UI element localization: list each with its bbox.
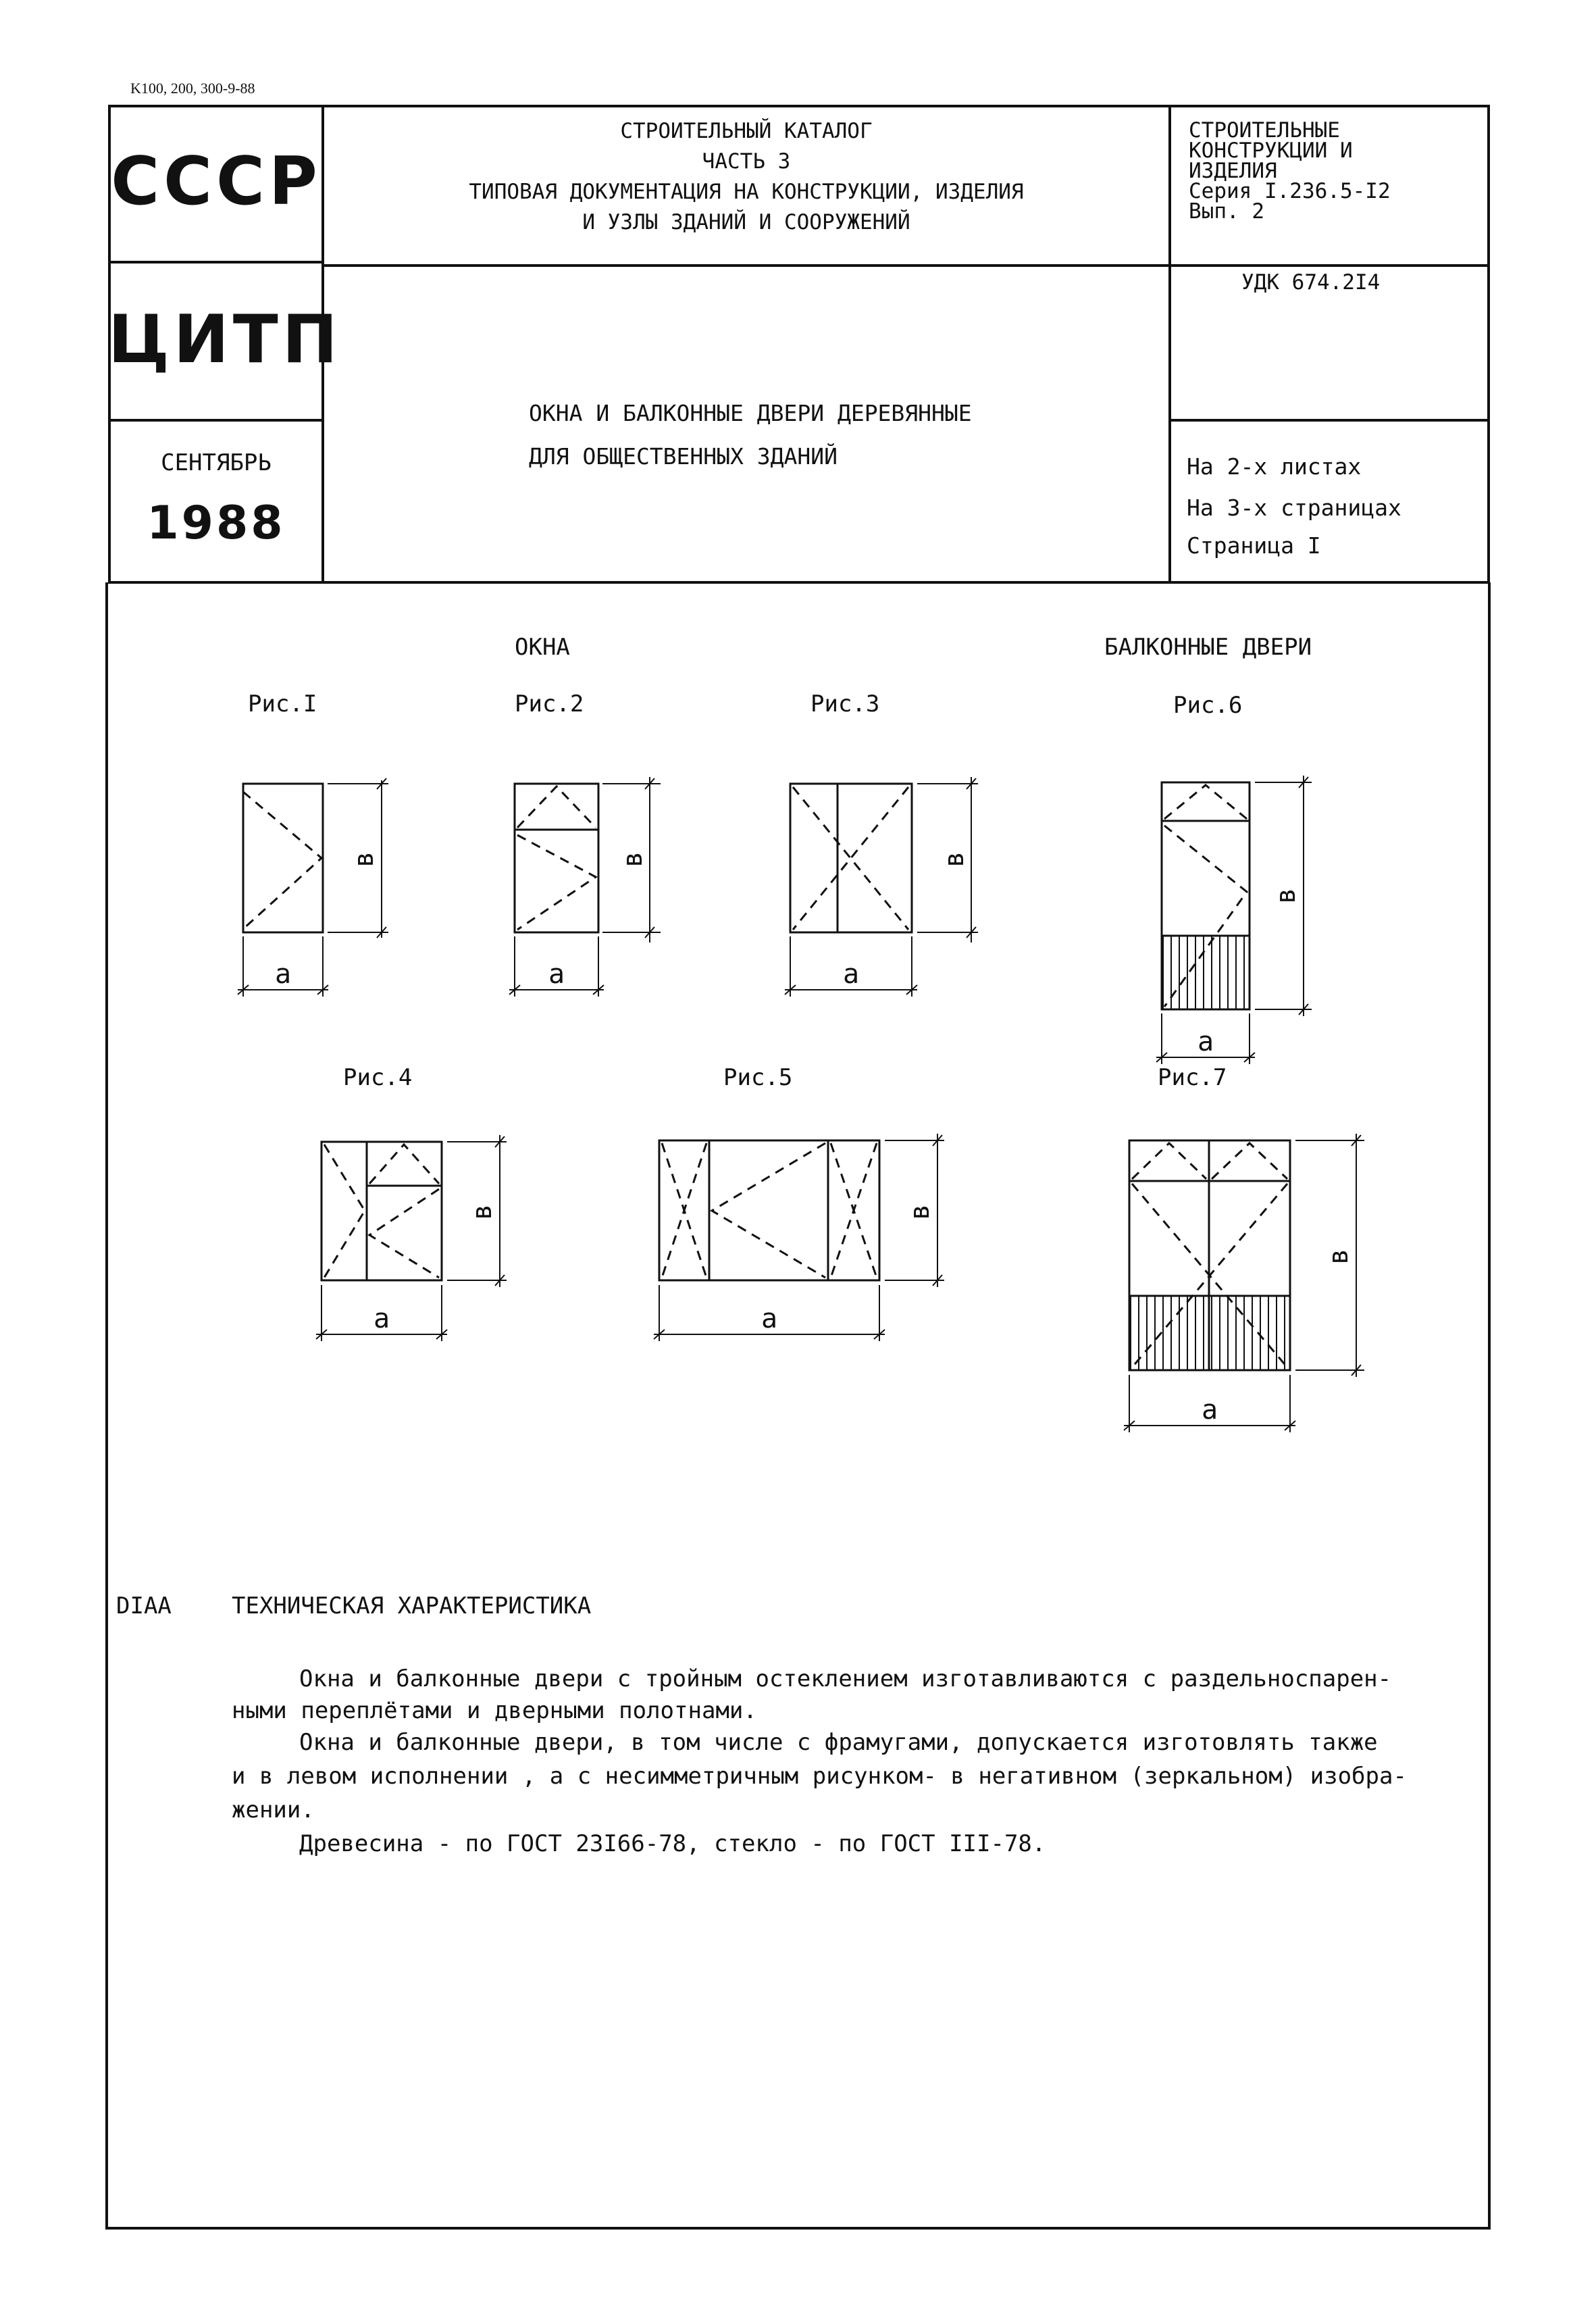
series-line: ИЗДЕЛИЯ xyxy=(1189,159,1277,183)
fig-1-dim-a: a xyxy=(274,959,292,990)
issue-month: СЕНТЯБРЬ xyxy=(161,449,272,476)
fig-2-label: Рис.2 xyxy=(515,690,584,718)
fig-5-dim-a: a xyxy=(761,1303,778,1334)
tech-line: ными переплётами и дверными полотнами. xyxy=(232,1697,757,1724)
catalog-line: И УЗЛЫ ЗДАНИЙ И СООРУЖЕНИЙ xyxy=(582,210,910,234)
tech-line: Древесина - по ГОСТ 23I66-78, стекло - по ГОСТ III-78. xyxy=(299,1830,1046,1857)
fig-6-label: Рис.6 xyxy=(1173,692,1243,719)
title-line: ОКНА И БАЛКОННЫЕ ДВЕРИ ДЕРЕВЯННЫЕ xyxy=(529,400,972,426)
fig-5-window xyxy=(654,1134,944,1341)
title-line: ДЛЯ ОБЩЕСТВЕННЫХ ЗДАНИЙ xyxy=(529,443,838,470)
fig-1-dim-b: в xyxy=(349,851,380,868)
fig-1-window xyxy=(238,778,388,997)
fig-2-dim-a: a xyxy=(548,959,565,990)
doors-heading: БАЛКОННЫЕ ДВЕРИ xyxy=(1104,634,1312,661)
document-code: K100, 200, 300-9-88 xyxy=(130,80,255,97)
tech-line: Окна и балконные двери с тройным остеклением изготавливаются с раздельноспарен- xyxy=(299,1665,1392,1692)
windows-heading: ОКНА xyxy=(515,634,570,661)
catalog-line: СТРОИТЕЛЬНЫЙ КАТАЛОГ xyxy=(620,119,873,143)
series-line: КОНСТРУКЦИИ И xyxy=(1189,139,1353,163)
tech-heading: ТЕХНИЧЕСКАЯ ХАРАКТЕРИСТИКА xyxy=(232,1592,592,1619)
fig-6-dim-a: a xyxy=(1197,1026,1214,1057)
fig-3-dim-a: a xyxy=(842,959,860,990)
series-line: Серия I.236.5-I2 xyxy=(1189,179,1391,203)
tech-line: жении. xyxy=(232,1796,315,1823)
org-ussr: СССР xyxy=(111,143,321,220)
tech-line: Окна и балконные двери, в том числе с фрамугами, допускается изготовлять также xyxy=(299,1729,1378,1756)
fig-5-dim-b: в xyxy=(904,1203,935,1221)
fig-2-dim-b: в xyxy=(617,851,648,868)
fig-3-window xyxy=(785,777,978,997)
series-line: СТРОИТЕЛЬНЫЕ xyxy=(1189,118,1340,143)
catalog-line: ЧАСТЬ 3 xyxy=(702,149,791,174)
fig-6-door xyxy=(1156,776,1312,1064)
udk-code: УДК 674.2I4 xyxy=(1241,270,1381,295)
fig-5-label: Рис.5 xyxy=(723,1064,793,1091)
fig-2-window xyxy=(509,777,661,997)
fig-7-dim-a: a xyxy=(1201,1394,1218,1426)
tech-line: и в левом исполнении , а с несимметричным рисунком- в негативном (зеркальном) изобра- xyxy=(232,1763,1407,1790)
page-number: Страница I xyxy=(1187,532,1321,559)
pages-count: На 3-х страницах xyxy=(1187,495,1401,521)
series-line: Вып. 2 xyxy=(1189,199,1264,224)
fig-4-label: Рис.4 xyxy=(343,1064,413,1091)
org-citp: ЦИТП xyxy=(108,301,342,378)
fig-4-dim-b: в xyxy=(467,1203,498,1221)
fig-3-dim-b: в xyxy=(939,851,970,868)
fig-4-dim-a: a xyxy=(373,1303,390,1334)
tech-description xyxy=(232,1662,1474,1861)
frame-bottom-border xyxy=(105,2227,1491,2230)
fig-7-door xyxy=(1124,1134,1364,1432)
fig-6-dim-b: в xyxy=(1270,887,1302,905)
fig-1-label: Рис.I xyxy=(248,690,317,718)
fig-4-window xyxy=(316,1135,507,1341)
catalog-line: ТИПОВАЯ ДОКУМЕНТАЦИЯ НА КОНСТРУКЦИИ, ИЗДЕЛИЯ xyxy=(469,180,1024,204)
fig-7-dim-b: в xyxy=(1323,1248,1354,1265)
sheets-count: На 2-х листах xyxy=(1187,453,1362,480)
fig-7-label: Рис.7 xyxy=(1158,1064,1227,1091)
fig-3-label: Рис.3 xyxy=(810,690,880,718)
tech-code: DIAA xyxy=(116,1592,172,1619)
issue-year: 1988 xyxy=(147,497,286,550)
